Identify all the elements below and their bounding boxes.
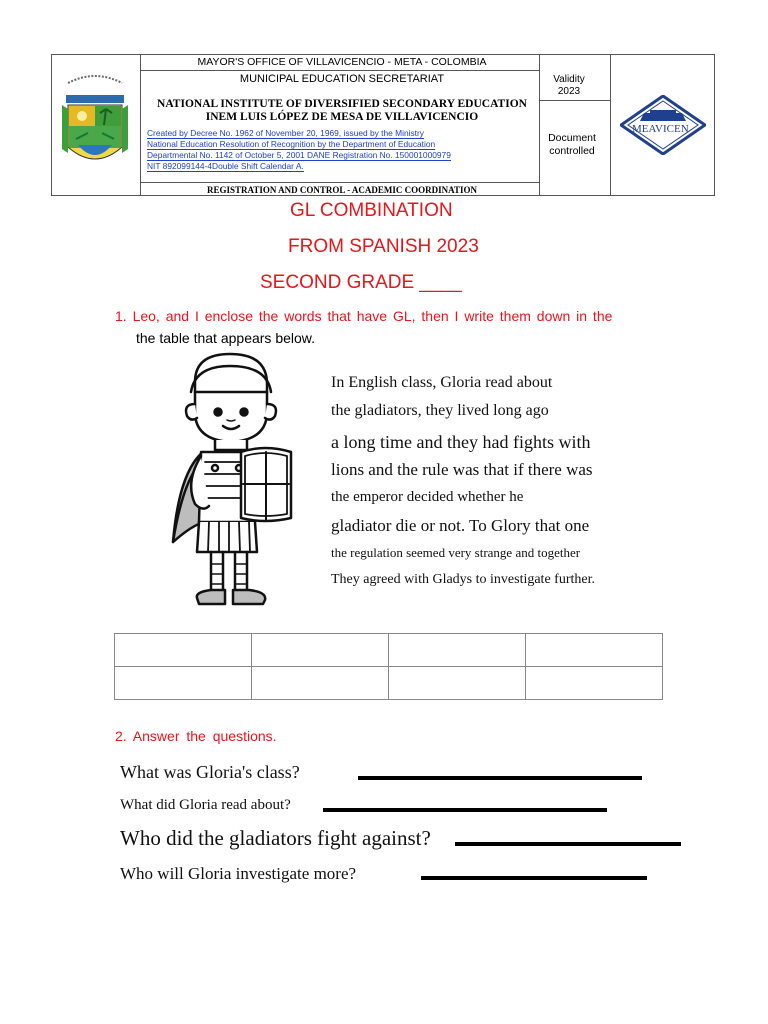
answer-question-1: What was Gloria's class? xyxy=(120,762,300,782)
table-cell[interactable] xyxy=(115,634,252,667)
table-cell[interactable] xyxy=(115,667,252,700)
gladiator-illustration xyxy=(155,352,305,620)
validity-label: Validity 2023 xyxy=(553,74,585,97)
question-2-label: 2. Answer the questions. xyxy=(115,728,277,744)
secretariat-title: MUNICIPAL EDUCATION SECRETARIAT xyxy=(239,73,445,85)
answer-question-4: Who will Gloria investigate more? xyxy=(120,864,357,883)
title-line-3: SECOND GRADE ____ xyxy=(260,272,462,293)
story-line-6: gladiator die or not. To Glory that one xyxy=(331,516,590,535)
answer-line-2[interactable] xyxy=(323,808,607,812)
answer-question-2: What did Gloria read about? xyxy=(120,797,291,813)
title-line-1: GL COMBINATION xyxy=(290,200,453,221)
table-cell[interactable] xyxy=(389,667,526,700)
answer-line-1[interactable] xyxy=(358,776,642,780)
table-cell[interactable] xyxy=(526,634,663,667)
story-line-1: In English class, Gloria read about xyxy=(331,374,553,391)
gl-words-table xyxy=(114,633,663,700)
answer-question-3: Who did the gladiators fight against? xyxy=(120,826,431,850)
story-line-8: They agreed with Gladys to investigate further. xyxy=(331,572,595,587)
decree-line-4: NIT 892099144-4Double Shift Calendar A. xyxy=(147,161,304,171)
institute-name-line2: INEM LUIS LÓPEZ DE MESA DE VILLAVICENCIO xyxy=(205,111,479,123)
decree-line-1: Created by Decree No. 1962 of November 20, 1969, issued by the Ministry xyxy=(147,128,424,138)
decree-line-3: Departmental No. 1142 of October 5, 2001 DANE Registration No. 150001000979 xyxy=(147,150,451,160)
office-title: MAYOR'S OFFICE OF VILLAVICENCIO - META - COLOMBIA xyxy=(197,56,487,68)
question-1-line-2: the table that appears below. xyxy=(136,330,316,346)
institute-name-line1: NATIONAL INSTITUTE OF DIVERSIFIED SECONDARY EDUCATION xyxy=(157,98,527,110)
coordination-label: REGISTRATION AND CONTROL - ACADEMIC COORDINATION xyxy=(207,185,477,195)
story-line-4: lions and the rule was that if there was xyxy=(331,460,593,479)
answer-line-4[interactable] xyxy=(421,876,647,880)
story-line-2: the gladiators, they lived long ago xyxy=(331,402,549,419)
decree-line-2: National Education Resolution of Recognition by the Department of Education xyxy=(147,139,436,149)
table-cell[interactable] xyxy=(252,667,389,700)
question-1-line-1: 1. Leo, and I enclose the words that have GL, then I write them down in the xyxy=(115,308,613,324)
document-controlled-label: Document controlled xyxy=(548,132,596,157)
table-row xyxy=(115,634,663,667)
table-cell[interactable] xyxy=(389,634,526,667)
inem-logo xyxy=(620,95,706,155)
story-line-5: the emperor decided whether he xyxy=(331,489,524,505)
table-cell[interactable] xyxy=(252,634,389,667)
story-line-7: the regulation seemed very strange and together xyxy=(331,545,581,560)
answer-line-3[interactable] xyxy=(455,842,681,846)
table-row xyxy=(115,667,663,700)
table-cell[interactable] xyxy=(526,667,663,700)
coat-of-arms-logo xyxy=(58,69,132,179)
header-table xyxy=(51,54,715,196)
inem-logo-text: MEAVICEN xyxy=(632,123,689,135)
story-line-3: a long time and they had fights with xyxy=(331,432,591,452)
title-line-2: FROM SPANISH 2023 xyxy=(288,236,479,257)
